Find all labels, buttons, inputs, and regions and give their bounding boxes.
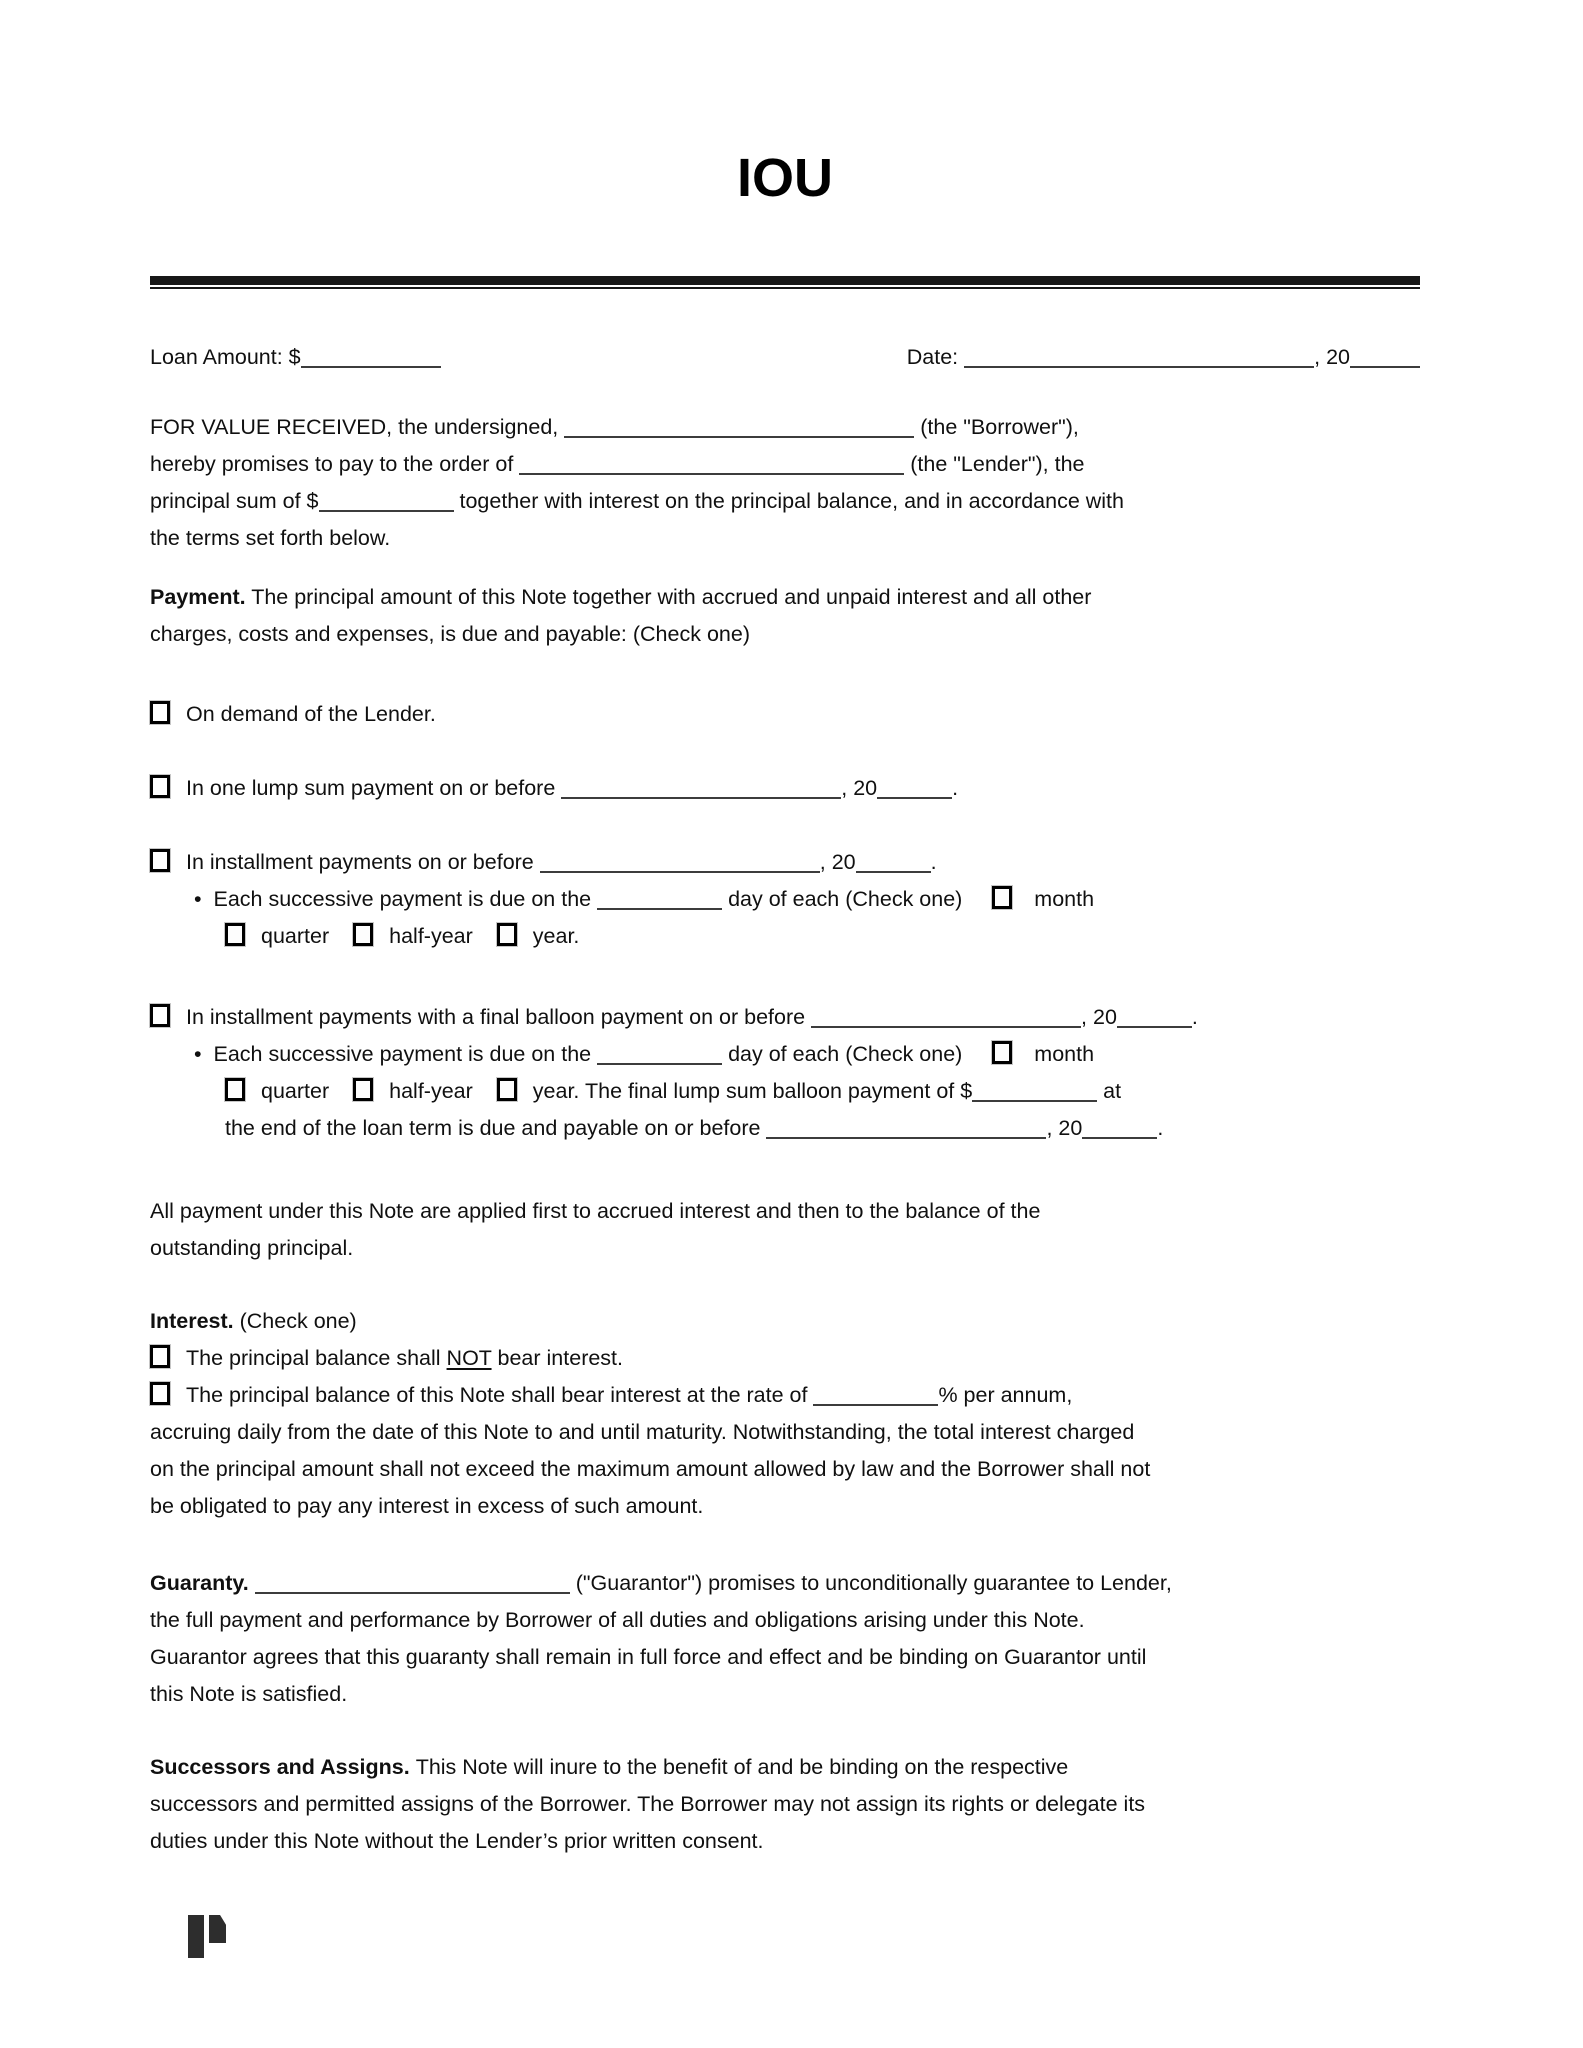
text-run: day of each (Check one) (722, 1042, 969, 1066)
text-run: % per annum, (938, 1383, 1073, 1407)
text-run: In installment payments with a final balloon payment on or before (186, 1005, 812, 1029)
balloon-half-year-checkbox[interactable] (353, 1078, 373, 1101)
text-run: outstanding principal. (150, 1236, 354, 1260)
successors-paragraph (150, 1749, 1420, 1860)
installment-bullet-line (150, 881, 1420, 918)
installment-quarter-checkbox[interactable] (225, 923, 245, 946)
interest-option-rate (150, 1377, 1420, 1525)
text-run: . (930, 850, 937, 874)
text-run: The principal balance of this Note shall bear interest at the rate of (186, 1383, 814, 1407)
text-run: month (1028, 1042, 1095, 1066)
text-run: successors and permitted assigns of the Borrower. The Borrower may not assign its rights or delegate its (150, 1792, 1146, 1816)
lump-sum-date-field[interactable] (561, 777, 841, 799)
payment-option-on-demand (150, 696, 1420, 733)
on-demand-checkbox[interactable] (150, 701, 170, 724)
text-run: Guarantor agrees that this guaranty shall remain in full force and effect and be binding on Guarantor until (150, 1645, 1147, 1669)
loan-amount-field[interactable] (301, 346, 441, 368)
interest-rate-checkbox[interactable] (150, 1382, 170, 1405)
installment-year-field[interactable] (856, 851, 931, 873)
text-run: , 20 (841, 776, 878, 800)
text-run: NOT (446, 1346, 492, 1370)
intro-paragraph (150, 409, 1420, 557)
date-field[interactable] (964, 346, 1314, 368)
text-run: at (1097, 1079, 1122, 1103)
text-run: day of each (Check one) (722, 887, 969, 911)
balloon-amount-field[interactable] (972, 1080, 1097, 1102)
text-run: Successors and Assigns. (150, 1755, 416, 1779)
text-run: together with interest on the principal balance, and in accordance with (453, 489, 1124, 513)
text-run: quarter (261, 924, 330, 948)
text-run: The principal amount of this Note together with accrued and unpaid interest and all other (245, 585, 1092, 609)
text-run: , 20 (1046, 1116, 1083, 1140)
text-run: In one lump sum payment on or before (186, 776, 562, 800)
text-run: Guaranty. (150, 1571, 255, 1595)
text-run: . (1157, 1116, 1164, 1140)
text-run: accruing daily from the date of this Note to and until maturity. Notwithstanding, the total interest charged (150, 1420, 1135, 1444)
text-run: charges, costs and expenses, is due and payable: (Check one) (150, 622, 750, 646)
lump-sum-year-field[interactable] (877, 777, 952, 799)
balloon-end-date-field[interactable] (766, 1117, 1046, 1139)
text-run: (the "Lender"), the (904, 452, 1085, 476)
balloon-day-field[interactable] (597, 1043, 722, 1065)
text-run: hereby promises to pay to the order of (150, 452, 520, 476)
balloon-frequency-line (150, 1073, 1420, 1147)
text-run: • Each successive payment is due on the (194, 1042, 598, 1066)
guarantor-name-field[interactable] (255, 1572, 570, 1594)
no-interest-checkbox[interactable] (150, 1345, 170, 1368)
text-run: , 20 (819, 850, 856, 874)
text-run: , 20 (1314, 345, 1350, 369)
balloon-month-checkbox[interactable] (992, 1041, 1012, 1064)
balloon-bullet-line (150, 1036, 1420, 1073)
logo-bar-shape (188, 1915, 204, 1958)
text-run: principal sum of $ (150, 489, 319, 513)
loan-amount-line (150, 339, 441, 376)
installment-date-field[interactable] (540, 851, 820, 873)
balloon-year-checkbox[interactable] (497, 1078, 517, 1101)
text-run: Payment. (150, 585, 246, 609)
legal-templates-logo (188, 1915, 226, 1958)
balloon-quarter-checkbox[interactable] (225, 1078, 245, 1101)
logo-document-shape (209, 1915, 226, 1943)
title-divider (150, 276, 1420, 289)
guaranty-paragraph (150, 1565, 1420, 1713)
interest-heading (150, 1303, 1420, 1340)
payment-applied-note (150, 1193, 1420, 1267)
text-run: . (952, 776, 959, 800)
text-run: All payment under this Note are applied first to accrued interest and then to the balance of the (150, 1199, 1041, 1223)
principal-sum-field[interactable] (319, 490, 454, 512)
date-year-field[interactable] (1350, 346, 1420, 368)
installment-month-checkbox[interactable] (992, 886, 1012, 909)
payment-heading (150, 579, 1420, 653)
balloon-year-field[interactable] (1117, 1006, 1192, 1028)
text-run: quarter (261, 1079, 330, 1103)
header-row (150, 339, 1420, 376)
borrower-name-field[interactable] (564, 416, 914, 438)
text-run: FOR VALUE RECEIVED, the undersigned, (150, 415, 565, 439)
text-run: (Check one) (233, 1309, 357, 1333)
text-run: the end of the loan term is due and payable on or before (225, 1116, 767, 1140)
balloon-end-year-field[interactable] (1082, 1117, 1157, 1139)
text-run: (the "Borrower"), (914, 415, 1079, 439)
payment-option-installment (150, 844, 1420, 955)
lump-sum-checkbox[interactable] (150, 775, 170, 798)
installment-checkbox[interactable] (150, 849, 170, 872)
payment-option-balloon (150, 999, 1420, 1147)
text-run: the full payment and performance by Borrower of all duties and obligations arising under this Note. (150, 1608, 1085, 1632)
text-run: this Note is satisfied. (150, 1682, 348, 1706)
payment-option-lump-sum (150, 770, 1420, 807)
balloon-date-field[interactable] (811, 1006, 1081, 1028)
document-title: IOU (736, 148, 833, 208)
text-run: . (1191, 1005, 1198, 1029)
text-run: ("Guarantor") promises to unconditionally guarantee to Lender, (569, 1571, 1172, 1595)
date-line (907, 339, 1420, 376)
text-run: duties under this Note without the Lender’s prior written consent. (150, 1829, 764, 1853)
installment-frequency-line (150, 918, 1420, 955)
text-run: year. The final lump sum balloon payment of $ (532, 1079, 973, 1103)
installment-year-checkbox[interactable] (497, 923, 517, 946)
text-run: In installment payments on or before (186, 850, 540, 874)
interest-option-no-interest (150, 1340, 1420, 1377)
text-run: year. (532, 924, 580, 948)
text-run: , 20 (1081, 1005, 1117, 1029)
balloon-option-line (150, 999, 1420, 1036)
text-run: half-year (389, 924, 473, 948)
text-run: This Note will inure to the benefit of and be binding on the respective (415, 1755, 1069, 1779)
installment-day-field[interactable] (597, 888, 722, 910)
text-run: Interest. (150, 1309, 234, 1333)
text-run: be obligated to pay any interest in excess of such amount. (150, 1494, 704, 1518)
text-run: the terms set forth below. (150, 526, 391, 550)
text-run: Loan Amount: $ (150, 345, 301, 369)
balloon-checkbox[interactable] (150, 1004, 170, 1027)
interest-rate-field[interactable] (813, 1384, 938, 1406)
text-run: month (1028, 887, 1095, 911)
text-run: Date: (906, 345, 965, 369)
installment-option-line (150, 844, 1420, 881)
text-run: half-year (389, 1079, 473, 1103)
lender-name-field[interactable] (519, 453, 904, 475)
text-run: On demand of the Lender. (186, 702, 436, 726)
installment-half-year-checkbox[interactable] (353, 923, 373, 946)
text-run: on the principal amount shall not exceed the maximum amount allowed by law and the Borrower shall not (150, 1457, 1151, 1481)
text-run: • Each successive payment is due on the (194, 887, 598, 911)
text-run: The principal balance shall (186, 1346, 447, 1370)
text-run: bear interest. (491, 1346, 624, 1370)
